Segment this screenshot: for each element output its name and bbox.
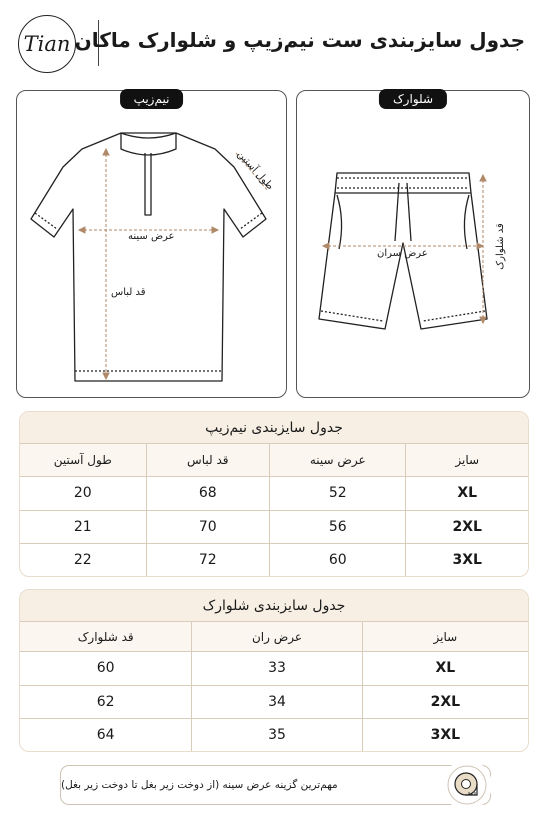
shirt-size-table — [19, 411, 529, 577]
measurement-note-text: مهم‌ترین گزینه عرض سینه (از دوخت زیر بغل تا دوخت زیر بغل) — [61, 779, 338, 791]
table-cell: 56 — [269, 511, 405, 544]
table-cell: 35 — [191, 719, 361, 752]
header-cell: طول آستین — [53, 453, 112, 467]
shirt-table-title: جدول سایزبندی نیم‌زیپ — [20, 412, 528, 443]
table-row — [20, 476, 528, 510]
header-cell: قد لباس — [146, 444, 270, 476]
table-cell: 20 — [73, 485, 92, 502]
size-cell: 2XL — [405, 511, 528, 544]
body-length-label: قد لباس — [111, 287, 146, 298]
brand-logo — [18, 15, 76, 73]
header-cell: قد شلوارک — [77, 629, 134, 644]
header — [0, 0, 547, 86]
measurement-note — [60, 765, 491, 805]
table-cell: 70 — [146, 511, 270, 544]
table-cell: 72 — [146, 544, 270, 577]
table-cell: 62 — [96, 693, 115, 710]
table-cell: 60 — [96, 660, 115, 677]
thigh-width-label: عرض سران — [377, 248, 428, 259]
header-cell: عرض سینه — [269, 444, 405, 476]
table-row — [20, 543, 528, 577]
table-row — [20, 651, 528, 685]
table-row — [20, 510, 528, 544]
table-cell: 34 — [191, 686, 361, 719]
table-row — [20, 718, 528, 752]
header-cell: سایز — [405, 444, 528, 476]
header-cell: عرض ران — [191, 622, 361, 651]
table-row — [20, 685, 528, 719]
shorts-size-table — [19, 589, 529, 752]
table-cell: 52 — [269, 477, 405, 510]
half-zip-shirt-drawing — [17, 91, 288, 399]
size-cell: XL — [362, 652, 528, 685]
shorts-panel-tag: شلوارک — [379, 89, 447, 109]
chest-width-label: عرض سینه — [128, 231, 175, 242]
size-cell: 2XL — [362, 686, 528, 719]
shirt-panel-tag: نیم‌زیپ — [120, 89, 184, 109]
page-title: جدول سایزبندی ست نیم‌زیپ و شلوارک ماکان — [74, 28, 525, 52]
size-cell: XL — [405, 477, 528, 510]
shorts-table-title: جدول سایزبندی شلوارک — [20, 590, 528, 621]
size-cell: 3XL — [405, 544, 528, 577]
brand-logo-text: Tian — [23, 32, 71, 56]
table-cell: 21 — [73, 518, 92, 535]
shorts-diagram-panel — [296, 90, 530, 398]
size-cell: 3XL — [362, 719, 528, 752]
table-cell: 22 — [73, 552, 92, 569]
shirt-diagram-panel — [16, 90, 287, 398]
header-cell: سایز — [362, 622, 528, 651]
table-cell: 68 — [146, 477, 270, 510]
sleeve-length-label: طول آستین — [234, 148, 276, 193]
table-cell: 64 — [96, 727, 115, 744]
table-cell: 60 — [269, 544, 405, 577]
table-header-row — [20, 443, 528, 476]
shorts-length-label: قد شلوارک — [494, 223, 506, 270]
table-header-row — [20, 621, 528, 651]
measuring-tape-icon — [442, 760, 492, 810]
table-cell: 33 — [191, 652, 361, 685]
